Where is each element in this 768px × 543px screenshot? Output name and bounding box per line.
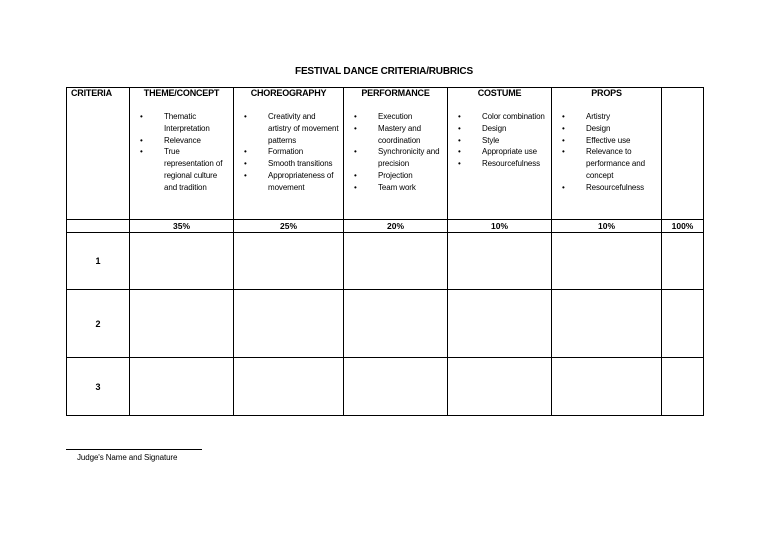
bullet-icon: •	[458, 123, 461, 133]
weight-cell: 100%	[662, 220, 704, 233]
weight-cell: 35%	[130, 220, 234, 233]
bullet-icon: •	[354, 170, 357, 180]
list-item: • Mastery and coordination	[354, 123, 421, 145]
list-item: • Relevance	[140, 135, 201, 145]
score-cell[interactable]	[234, 290, 344, 358]
weight-cell: 10%	[448, 220, 552, 233]
bullet-icon: •	[458, 135, 461, 145]
signature-line[interactable]	[66, 449, 202, 450]
choreography-header	[234, 88, 344, 220]
list-item: • Team work	[354, 182, 416, 192]
list-item: • Relevance to performance and concept	[562, 147, 645, 180]
bullet-icon: •	[354, 147, 357, 157]
bullet-icon: •	[244, 112, 247, 121]
list-item: • Projection	[354, 170, 413, 180]
list-item: • Design	[562, 123, 611, 133]
column-label: THEME/CONCEPT	[143, 88, 220, 98]
signature-label: Judge's Name and Signature	[77, 453, 178, 462]
score-cell[interactable]	[344, 233, 448, 290]
bullet-icon: •	[244, 147, 247, 157]
score-cell[interactable]	[448, 358, 552, 416]
criteria-list	[234, 111, 343, 194]
criteria-list	[130, 111, 233, 194]
score-cell[interactable]	[130, 233, 234, 290]
costume-header	[448, 88, 552, 220]
row-number: 3	[67, 358, 130, 416]
list-item: • True representation of regional culture and tradition	[140, 147, 223, 192]
weight-cell	[67, 220, 130, 233]
props-header	[552, 88, 662, 220]
list-item: • Thematic Interpretation	[140, 112, 210, 133]
score-cell[interactable]	[448, 290, 552, 358]
column-label: CHOREOGRAPHY	[250, 88, 327, 98]
score-cell[interactable]	[552, 233, 662, 290]
total-header	[662, 88, 704, 220]
score-cell[interactable]	[234, 233, 344, 290]
weight-cell: 10%	[552, 220, 662, 233]
list-item: • Appropriate use	[458, 147, 537, 157]
weights-row	[67, 220, 704, 233]
weight-cell: 20%	[344, 220, 448, 233]
score-cell[interactable]	[344, 290, 448, 358]
bullet-icon: •	[140, 135, 143, 145]
column-label: PERFORMANCE	[361, 88, 430, 98]
list-item: • Effective use	[562, 135, 631, 145]
list-item: • Style	[458, 135, 500, 145]
list-item: • Color combination	[458, 112, 545, 121]
bullet-icon: •	[458, 112, 461, 121]
table-row	[67, 290, 704, 358]
score-cell[interactable]	[234, 358, 344, 416]
criteria-list	[344, 111, 447, 194]
list-item: • Resourcefulness	[562, 182, 645, 192]
list-item: • Creativity and artistry of movement patterns	[244, 112, 339, 145]
score-cell[interactable]	[662, 358, 704, 416]
score-cell[interactable]	[662, 290, 704, 358]
table-row	[67, 233, 704, 290]
bullet-icon: •	[244, 170, 247, 180]
score-cell[interactable]	[130, 290, 234, 358]
bullet-icon: •	[562, 123, 565, 133]
header-row	[67, 88, 704, 220]
bullet-icon: •	[562, 112, 565, 121]
bullet-icon: •	[354, 123, 357, 133]
column-label: COSTUME	[477, 88, 522, 98]
list-item: • Resourcefulness	[458, 159, 541, 169]
bullet-icon: •	[562, 182, 565, 192]
bullet-icon: •	[140, 147, 143, 157]
bullet-icon: •	[458, 159, 461, 169]
criteria-list	[448, 111, 551, 170]
list-item: • Design	[458, 123, 507, 133]
bullet-icon: •	[354, 112, 357, 121]
rubric-table	[66, 87, 704, 416]
criteria-list	[552, 111, 661, 194]
list-item: • Formation	[244, 147, 304, 157]
table-row	[67, 358, 704, 416]
theme-concept-header	[130, 88, 234, 220]
bullet-icon: •	[354, 182, 357, 192]
column-label: PROPS	[591, 88, 622, 98]
row-number: 1	[67, 233, 130, 290]
score-cell[interactable]	[130, 358, 234, 416]
score-cell[interactable]	[662, 233, 704, 290]
score-cell[interactable]	[552, 290, 662, 358]
weight-cell: 25%	[234, 220, 344, 233]
row-number: 2	[67, 290, 130, 358]
bullet-icon: •	[562, 135, 565, 145]
document-title: FESTIVAL DANCE CRITERIA/RUBRICS	[295, 66, 473, 77]
bullet-icon: •	[140, 112, 143, 121]
list-item: • Execution	[354, 112, 413, 121]
score-cell[interactable]	[552, 358, 662, 416]
list-item: • Synchronicity and precision	[354, 147, 440, 169]
bullet-icon: •	[458, 147, 461, 157]
criteria-header: CRITERIA	[67, 88, 130, 220]
bullet-icon: •	[562, 147, 565, 157]
list-item: • Appropriateness of movement	[244, 170, 334, 192]
score-cell[interactable]	[344, 358, 448, 416]
list-item: • Smooth transitions	[244, 159, 333, 169]
performance-header	[344, 88, 448, 220]
bullet-icon: •	[244, 159, 247, 169]
list-item: • Artistry	[562, 112, 611, 121]
score-cell[interactable]	[448, 233, 552, 290]
